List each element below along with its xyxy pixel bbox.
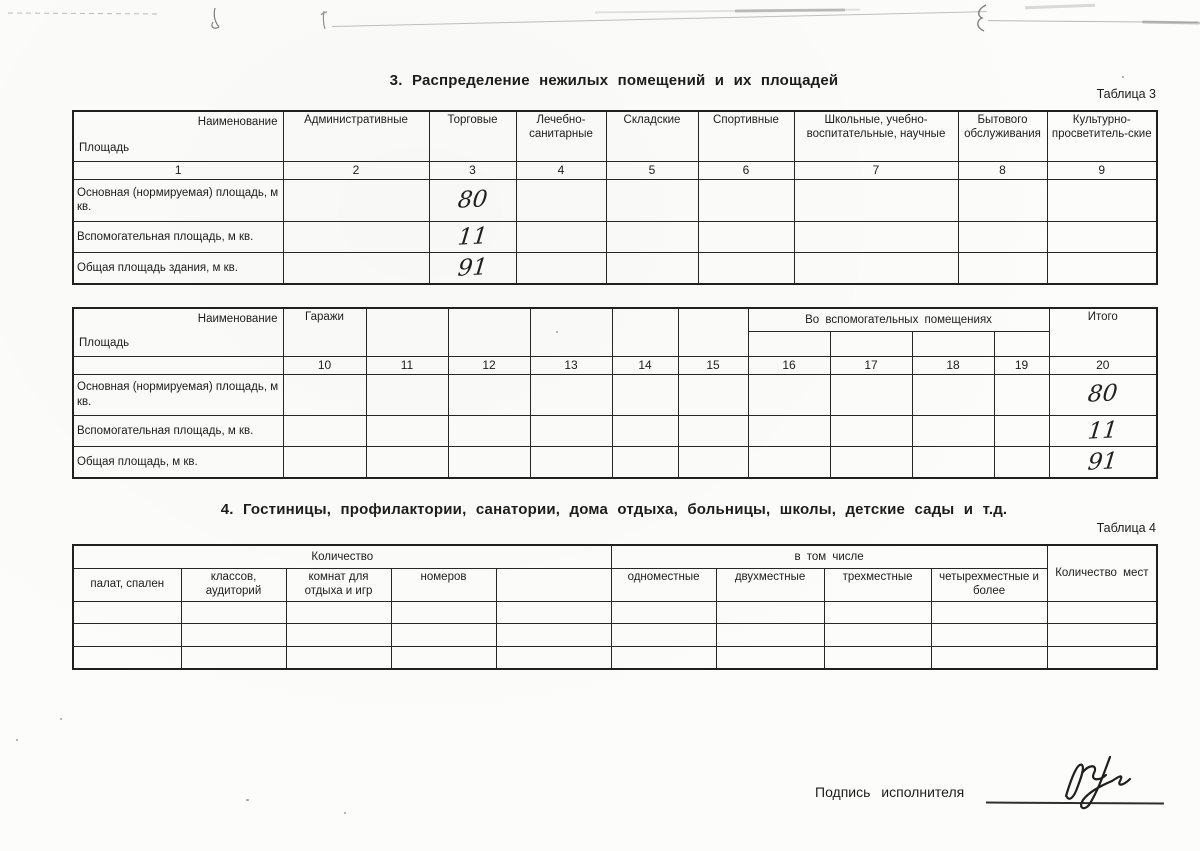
empty-cell: [830, 415, 912, 446]
table-row: [73, 601, 1157, 623]
empty-cell: [716, 623, 824, 646]
corner-cell: [73, 308, 283, 356]
empty-cell: [283, 374, 366, 415]
empty-cell: [716, 646, 824, 669]
scan-artifact-line: [332, 11, 987, 27]
signature-scribble: [1056, 750, 1156, 812]
empty-cell: [794, 179, 958, 221]
empty-cell: [181, 646, 286, 669]
col-header-trekhmestnye: трехместные: [824, 568, 931, 601]
empty-cell: [698, 179, 794, 221]
empty-cell: [366, 374, 448, 415]
empty-cell: [606, 221, 698, 252]
scan-artifact-smudge: [1025, 4, 1095, 9]
empty-cell: [283, 252, 429, 284]
empty-cell: [73, 646, 181, 669]
empty-cell: [391, 623, 496, 646]
empty-header-cell: [830, 331, 912, 356]
table-row: [73, 415, 1157, 446]
col-header-blank: [496, 568, 611, 601]
corner-top-label: Наименование: [197, 313, 278, 325]
empty-cell: [830, 374, 912, 415]
empty-cell: [824, 646, 931, 669]
table-row: [73, 623, 1157, 646]
empty-cell: [516, 221, 606, 252]
scan-artifact-bracket: [972, 2, 990, 34]
cell-itogo-vspomogatelnaya: [1049, 415, 1157, 446]
empty-header-cell: [530, 308, 612, 356]
col-num: 14: [612, 356, 678, 374]
table4-label: Таблица 4: [1096, 521, 1156, 535]
empty-cell: [678, 415, 748, 446]
empty-cell: [994, 415, 1049, 446]
col-header-kulturno: Культурно-просветитель-ские: [1047, 111, 1157, 161]
empty-cell: [698, 221, 794, 252]
signature-label: Подпись исполнителя: [815, 784, 965, 800]
col-num: 7: [794, 161, 958, 179]
table4-hotels-schools: [72, 544, 1158, 670]
empty-cell: [530, 446, 612, 478]
cell-torgovye-obshchaya: [429, 252, 516, 284]
col-num: 17: [830, 356, 912, 374]
row-label-obshchaya: Общая площадь здания, м кв.: [73, 252, 283, 284]
section3-title: 3. Распределение нежилых помещений и их площадей: [389, 72, 839, 89]
scan-artifact-streak: [1142, 20, 1200, 24]
table3-label: Таблица 3: [1096, 87, 1156, 101]
empty-cell: [824, 623, 931, 646]
col-header-palat-spalen: палат, спален: [73, 568, 181, 601]
col-header-komnat-otdykha: комнат для отдыха и игр: [286, 568, 391, 601]
empty-cell: [366, 415, 448, 446]
table-row: [73, 446, 1157, 478]
col-header-chetyrekhmestnye: четырехместные и более: [931, 568, 1047, 601]
empty-cell: [448, 374, 530, 415]
col-num: 1: [73, 161, 283, 179]
empty-cell: [1047, 179, 1157, 221]
group-header-aux-premises: Во вспомогательных помещениях: [748, 308, 1049, 331]
empty-cell: [530, 374, 612, 415]
cell-itogo-osnovnaya: [1049, 374, 1157, 415]
col-header-sportivnye: Спортивные: [698, 111, 794, 161]
scan-speck: [246, 799, 249, 801]
empty-header-cell: [612, 308, 678, 356]
scan-artifact-streak: [735, 9, 845, 12]
table3a-nonresidential-distribution: [72, 110, 1158, 285]
col-header-torgovye: Торговые: [429, 111, 516, 161]
empty-cell: [283, 179, 429, 221]
cell-torgovye-osnovnaya: [429, 179, 516, 221]
corner-bottom-label: Площадь: [79, 142, 130, 155]
empty-cell: [830, 446, 912, 478]
col-num: 15: [678, 356, 748, 374]
col-header-administrativnye: Административные: [283, 111, 429, 161]
col-header-shkolnye: Школьные, учебно-воспитательные, научные: [794, 111, 958, 161]
scan-artifact-mark: [318, 9, 330, 31]
empty-cell: [958, 179, 1047, 221]
col-num: 11: [366, 356, 448, 374]
empty-header-cell: [994, 331, 1049, 356]
scan-speck: [60, 718, 62, 720]
empty-header-cell: [366, 308, 448, 356]
scan-speck: [344, 812, 346, 814]
empty-cell: [994, 446, 1049, 478]
table-row: [73, 221, 1157, 252]
handwritten-value: 80: [1086, 380, 1119, 409]
group-header-v-tom-chisle: в том числе: [611, 545, 1047, 568]
empty-cell: [391, 601, 496, 623]
col-num: 12: [448, 356, 530, 374]
col-num: 8: [958, 161, 1047, 179]
empty-num-cell: [73, 356, 283, 374]
col-num: 3: [429, 161, 516, 179]
col-header-klassov-auditoriy: классов, аудиторий: [181, 568, 286, 601]
empty-cell: [1047, 646, 1157, 669]
empty-header-cell: [448, 308, 530, 356]
cell-itogo-obshchaya: [1049, 446, 1157, 478]
empty-cell: [496, 601, 611, 623]
table-row: [73, 252, 1157, 284]
col-num: 18: [912, 356, 994, 374]
empty-cell: [824, 601, 931, 623]
empty-cell: [283, 446, 366, 478]
empty-cell: [612, 415, 678, 446]
empty-header-cell: [748, 331, 830, 356]
empty-cell: [1047, 252, 1157, 284]
empty-cell: [716, 601, 824, 623]
col-num: 10: [283, 356, 366, 374]
table-row: [73, 179, 1157, 221]
handwritten-value: 11: [1086, 416, 1119, 445]
empty-cell: [794, 221, 958, 252]
empty-cell: [181, 601, 286, 623]
row-label-obshchaya: Общая площадь, м кв.: [73, 446, 283, 478]
col-header-kolichestvo-mest: Количество мест: [1047, 545, 1157, 601]
empty-cell: [286, 646, 391, 669]
col-num: 19: [994, 356, 1049, 374]
corner-cell: [73, 111, 283, 161]
empty-cell: [611, 623, 716, 646]
col-num: 13: [530, 356, 612, 374]
col-num: 16: [748, 356, 830, 374]
col-header-bytovogo: Бытового обслуживания: [958, 111, 1047, 161]
cell-torgovye-vspomogatelnaya: [429, 221, 516, 252]
empty-cell: [1047, 221, 1157, 252]
section4-title: 4. Гостиницы, профилактории, санатории, дома отдыха, больницы, школы, детские сады и т.д.: [220, 501, 1008, 518]
scan-artifact-dashed-line: [8, 12, 160, 14]
empty-cell: [611, 646, 716, 669]
empty-cell: [496, 623, 611, 646]
empty-cell: [748, 374, 830, 415]
col-num: 6: [698, 161, 794, 179]
empty-cell: [958, 221, 1047, 252]
empty-header-cell: [912, 331, 994, 356]
empty-header-cell: [678, 308, 748, 356]
group-header-kolichestvo: Количество: [73, 545, 611, 568]
empty-cell: [516, 252, 606, 284]
col-header-skladskie: Складские: [606, 111, 698, 161]
empty-cell: [496, 646, 611, 669]
empty-cell: [286, 623, 391, 646]
empty-cell: [1047, 623, 1157, 646]
empty-cell: [698, 252, 794, 284]
handwritten-value: 91: [456, 253, 489, 282]
col-num: 4: [516, 161, 606, 179]
handwritten-value: 91: [1086, 448, 1119, 476]
empty-cell: [612, 374, 678, 415]
empty-cell: [611, 601, 716, 623]
col-header-dvukhmestnye: двухместные: [716, 568, 824, 601]
empty-cell: [994, 374, 1049, 415]
empty-cell: [606, 252, 698, 284]
col-num: 9: [1047, 161, 1157, 179]
table3b-garages-aux: [72, 307, 1158, 479]
table-row: [73, 374, 1157, 415]
empty-cell: [1047, 601, 1157, 623]
empty-cell: [678, 446, 748, 478]
col-num: 5: [606, 161, 698, 179]
empty-cell: [530, 415, 612, 446]
empty-cell: [366, 446, 448, 478]
empty-cell: [931, 601, 1047, 623]
scan-speck: [16, 739, 18, 741]
table-row: [73, 646, 1157, 669]
empty-cell: [286, 601, 391, 623]
empty-cell: [606, 179, 698, 221]
col-num: 2: [283, 161, 429, 179]
empty-cell: [748, 446, 830, 478]
row-label-osnovnaya: Основная (нормируемая) площадь, м кв.: [73, 374, 283, 415]
col-header-itogo: Итого: [1049, 308, 1157, 356]
col-header-garazhi: Гаражи: [283, 308, 366, 356]
empty-cell: [912, 374, 994, 415]
row-label-vspomogatelnaya: Вспомогательная площадь, м кв.: [73, 415, 283, 446]
corner-top-label: Наименование: [197, 116, 278, 128]
col-num: 20: [1049, 356, 1157, 374]
empty-cell: [448, 446, 530, 478]
empty-cell: [283, 415, 366, 446]
empty-cell: [794, 252, 958, 284]
empty-cell: [181, 623, 286, 646]
col-header-odnomestnye: одноместные: [611, 568, 716, 601]
empty-cell: [612, 446, 678, 478]
col-header-lechebno-sanitarnye: Лечебно-санитарные: [516, 111, 606, 161]
row-label-osnovnaya: Основная (нормируемая) площадь, м кв.: [73, 179, 283, 221]
empty-cell: [912, 446, 994, 478]
scan-artifact-mark: [206, 6, 224, 32]
empty-cell: [912, 415, 994, 446]
empty-cell: [748, 415, 830, 446]
empty-cell: [678, 374, 748, 415]
empty-cell: [958, 252, 1047, 284]
empty-cell: [931, 623, 1047, 646]
empty-cell: [931, 646, 1047, 669]
empty-cell: [73, 601, 181, 623]
empty-cell: [516, 179, 606, 221]
row-label-vspomogatelnaya: Вспомогательная площадь, м кв.: [73, 221, 283, 252]
empty-cell: [448, 415, 530, 446]
empty-cell: [391, 646, 496, 669]
corner-bottom-label: Площадь: [79, 337, 130, 350]
handwritten-value: 80: [456, 186, 489, 214]
handwritten-value: 11: [456, 222, 489, 251]
empty-cell: [283, 221, 429, 252]
empty-cell: [73, 623, 181, 646]
col-header-nomerov: номеров: [391, 568, 496, 601]
